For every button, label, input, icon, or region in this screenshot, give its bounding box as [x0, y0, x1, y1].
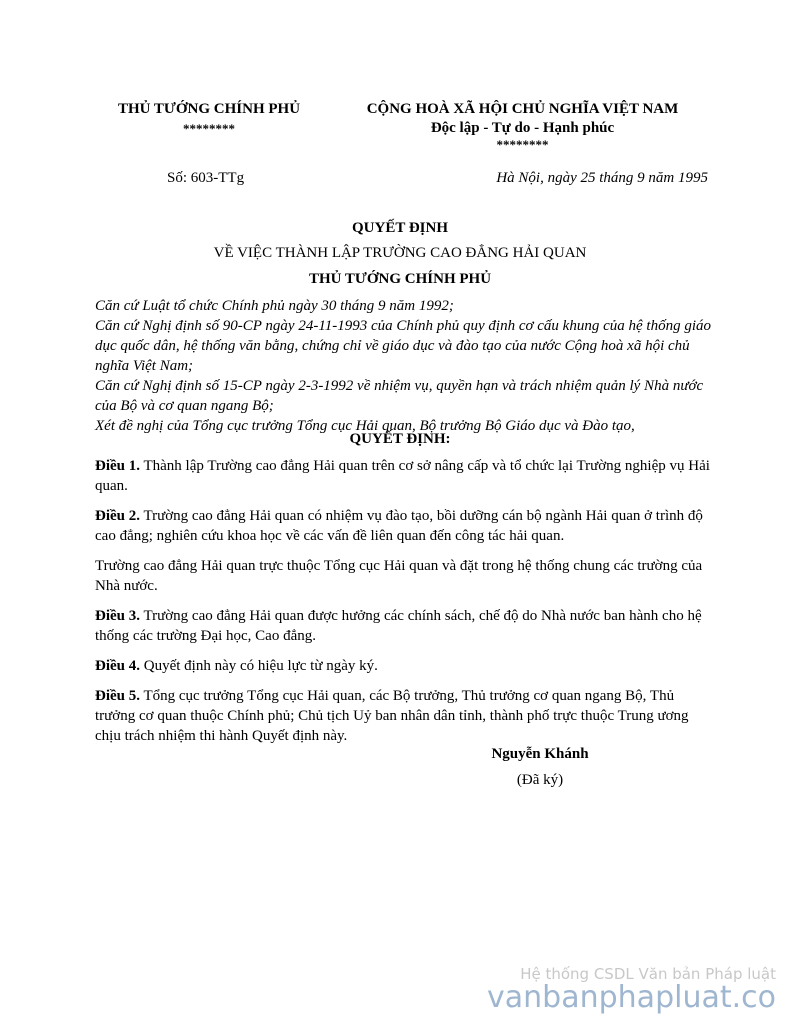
document-number: Số: 603-TTg — [167, 170, 245, 186]
signer-name: Nguyễn Khánh — [491, 746, 589, 762]
article-text: Quyết định này có hiệu lực từ ngày ký. — [140, 658, 378, 674]
watermark-line1: Hệ thống CSDL Văn bản Pháp luật — [520, 965, 776, 983]
right-stars: ******** — [496, 137, 549, 152]
article-label: Điều 3. — [95, 608, 140, 624]
article-5 — [95, 686, 715, 746]
preamble — [95, 296, 715, 436]
article-text: Trường cao đẳng Hải quan trực thuộc Tổng cục Hải quan và đặt trong hệ thống chung các trường của Nhà nước. — [95, 558, 703, 594]
decision-heading: QUYẾT ĐỊNH: — [349, 431, 451, 447]
country-name: CỘNG HOÀ XÃ HỘI CHỦ NGHĨA VIỆT NAM — [366, 101, 679, 117]
issuing-org: THỦ TƯỚNG CHÍNH PHỦ — [117, 101, 301, 117]
article-label: Điều 1. — [95, 458, 140, 474]
article-text: Trường cao đẳng Hải quan có nhiệm vụ đào tạo, bồi dưỡng cán bộ ngành Hải quan ở trình độ cao đẳng; nghiên cứu khoa học về các vấn đề liên quan đến công tác hải quan. — [95, 508, 703, 544]
national-motto: Độc lập - Tự do - Hạnh phúc — [430, 120, 615, 136]
article-2 — [95, 506, 715, 546]
article-3 — [95, 606, 715, 646]
article-text: Thành lập Trường cao đẳng Hải quan trên cơ sở nâng cấp và tổ chức lại Trường nghiệp vụ Hải quan. — [95, 458, 710, 494]
issuer-heading: THỦ TƯỚNG CHÍNH PHỦ — [308, 271, 492, 287]
preamble-item: Căn cứ Nghị định số 90-CP ngày 24-11-1993 của Chính phủ quy định cơ cấu khung của hệ thống giáo dục quốc dân, hệ thống văn bằng, chứng chỉ về giáo dục và đào tạo của nước Cộng hoà xã hội chủ nghĩa Việt Nam; — [95, 318, 711, 374]
document-subject: VỀ VIỆC THÀNH LẬP TRƯỜNG CAO ĐẲNG HẢI QUAN — [213, 245, 587, 261]
article-label: Điều 5. — [95, 688, 140, 704]
preamble-item: Căn cứ Luật tổ chức Chính phủ ngày 30 tháng 9 năm 1992; — [95, 298, 454, 314]
left-stars: ******** — [183, 121, 235, 136]
article-2-paragraph — [95, 556, 715, 596]
article-label: Điều 4. — [95, 658, 140, 674]
document-title: QUYẾT ĐỊNH — [352, 220, 448, 236]
watermark-site: vanbanphapluat.co — [487, 980, 776, 1015]
article-4 — [95, 656, 715, 676]
article-label: Điều 2. — [95, 508, 140, 524]
signature-status: (Đã ký) — [516, 772, 564, 788]
place-date: Hà Nội, ngày 25 tháng 9 năm 1995 — [496, 170, 708, 186]
preamble-item: Căn cứ Nghị định số 15-CP ngày 2-3-1992 về nhiệm vụ, quyền hạn và trách nhiệm quản lý Nhà nước của Bộ và cơ quan ngang Bộ; — [95, 378, 704, 414]
article-1 — [95, 456, 715, 496]
article-text: Tổng cục trưởng Tổng cục Hải quan, các Bộ trưởng, Thủ trưởng cơ quan ngang Bộ, Thủ trưởng cơ quan thuộc Chính phủ; Chủ tịch Uỷ ban nhân dân tỉnh, thành phố trực thuộc Trung ương chịu trách nhiệm thi hành Quyết định này. — [95, 688, 689, 744]
preamble-item: Xét đề nghị của Tổng cục trưởng Tổng cục Hải quan, Bộ trưởng Bộ Giáo dục và Đào tạo, — [95, 418, 635, 434]
articles — [95, 456, 715, 756]
article-text: Trường cao đẳng Hải quan được hưởng các chính sách, chế độ do Nhà nước ban hành cho hệ thống các trường Đại học, Cao đẳng. — [95, 608, 702, 644]
